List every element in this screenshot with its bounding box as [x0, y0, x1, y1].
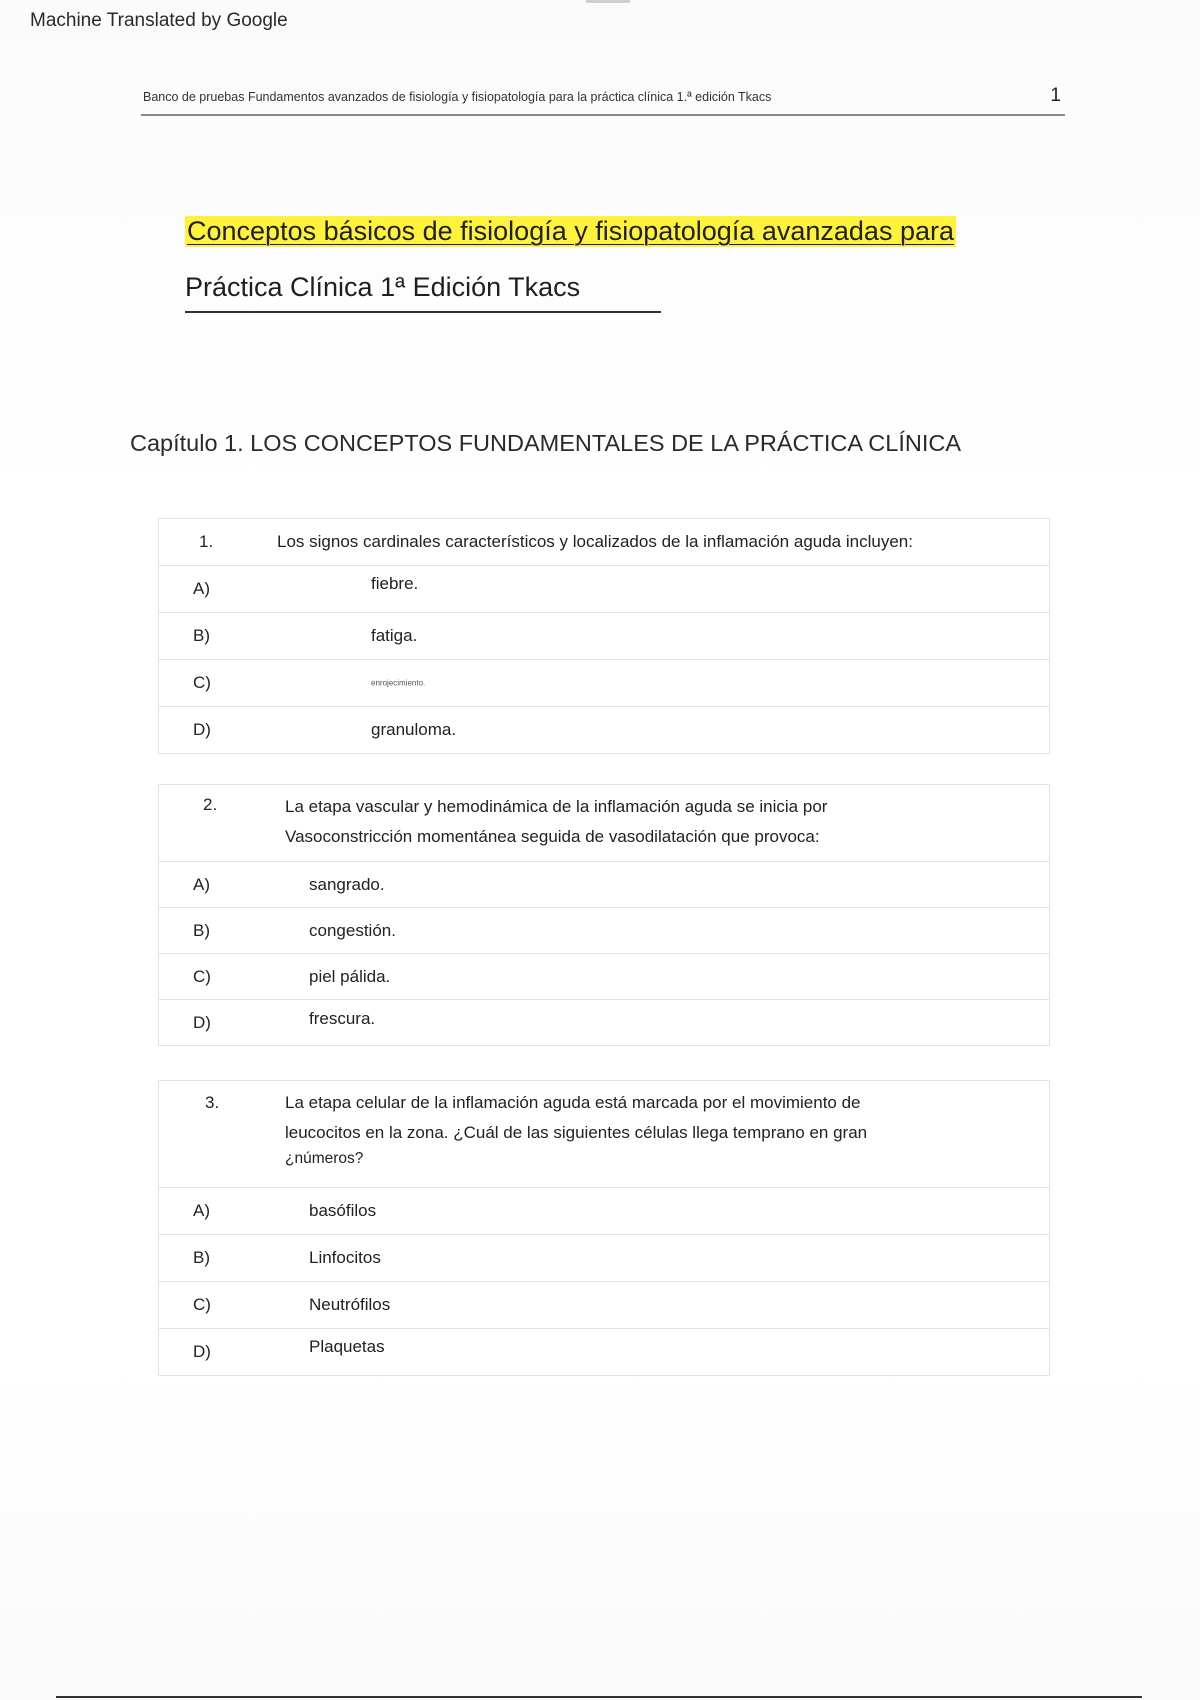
question-number: 1. [199, 532, 214, 551]
option-letter: C) [193, 673, 211, 692]
document-title-line-1: Conceptos básicos de fisiología y fisiopatología avanzadas para [187, 216, 954, 246]
option-row-d [159, 707, 1050, 754]
option-letter: D) [193, 720, 211, 739]
document-title-line-2: Práctica Clínica 1ª Edición Tkacs [185, 272, 581, 302]
running-header-text: Banco de pruebas Fundamentos avanzados de fisiología y fisiopatología para la práctica clínica 1.ª edición Tkacs [143, 90, 772, 104]
question-number: 2. [203, 795, 218, 814]
option-row-b [159, 613, 1050, 660]
option-text: congestión. [309, 920, 396, 940]
option-row-b [159, 908, 1050, 954]
option-text: fatiga. [371, 626, 418, 645]
question-text: Los signos cardinales característicos y localizados de la inflamación aguda incluyen: [277, 532, 913, 551]
option-row-d [159, 1000, 1050, 1046]
option-text: Plaquetas [309, 1337, 385, 1357]
option-row-a [159, 1188, 1050, 1235]
option-text: Linfocitos [309, 1248, 381, 1267]
option-text: Neutrófilos [309, 1295, 391, 1314]
option-row-c [159, 660, 1050, 707]
option-letter: B) [193, 1248, 210, 1267]
option-letter: D) [193, 1342, 211, 1361]
question-text-line: La etapa vascular y hemodinámica de la inflamación aguda se inicia por [285, 797, 828, 816]
title-underline [185, 311, 661, 313]
running-header [141, 85, 1065, 116]
option-row-a [159, 566, 1050, 613]
question-text-line: leucocitos en la zona. ¿Cuál de las siguientes células llega temprano en gran [285, 1123, 868, 1142]
option-text: sangrado. [309, 874, 385, 894]
question-table-3 [158, 1080, 1050, 1376]
option-text: enrojecimiento. [371, 678, 426, 688]
option-row-c [159, 1282, 1050, 1329]
option-letter: C) [193, 1295, 211, 1314]
option-row-c [159, 954, 1050, 1000]
question-row [159, 519, 1050, 566]
option-letter: C) [193, 966, 211, 986]
option-letter: B) [193, 920, 210, 940]
question-number: 3. [205, 1093, 220, 1112]
machine-translated-banner: Machine Translated by Google [30, 10, 288, 31]
question-text-line: ¿números? [285, 1150, 364, 1167]
question-text [285, 1088, 867, 1170]
option-row-a [159, 862, 1050, 908]
chapter-heading: Capítulo 1. LOS CONCEPTOS FUNDAMENTALES DE LA PRÁCTICA CLÍNICA [130, 430, 962, 456]
option-letter: A) [193, 579, 210, 598]
option-row-d [159, 1329, 1050, 1376]
question-text-line: La etapa celular de la inflamación aguda está marcada por el movimiento de [285, 1093, 861, 1112]
option-letter: A) [193, 1201, 210, 1220]
page-number: 1 [1050, 85, 1061, 106]
page-bottom-rule [56, 1696, 1142, 1698]
option-text: basófilos [309, 1201, 377, 1220]
scroll-tab[interactable] [586, 0, 630, 3]
question-text-line: Vasoconstricción momentánea seguida de vasodilatación que provoca: [285, 827, 820, 846]
question-row [159, 785, 1050, 862]
question-row [159, 1081, 1050, 1188]
option-letter: B) [193, 626, 210, 645]
question-text [285, 792, 827, 852]
option-text: fiebre. [371, 574, 419, 594]
question-table-2 [158, 784, 1050, 1046]
option-letter: D) [193, 1012, 211, 1032]
option-row-b [159, 1235, 1050, 1282]
option-letter: A) [193, 874, 210, 894]
option-text: piel pálida. [309, 966, 391, 986]
option-text: granuloma. [371, 720, 457, 739]
question-table-1 [158, 518, 1050, 754]
option-text: frescura. [309, 1008, 376, 1028]
